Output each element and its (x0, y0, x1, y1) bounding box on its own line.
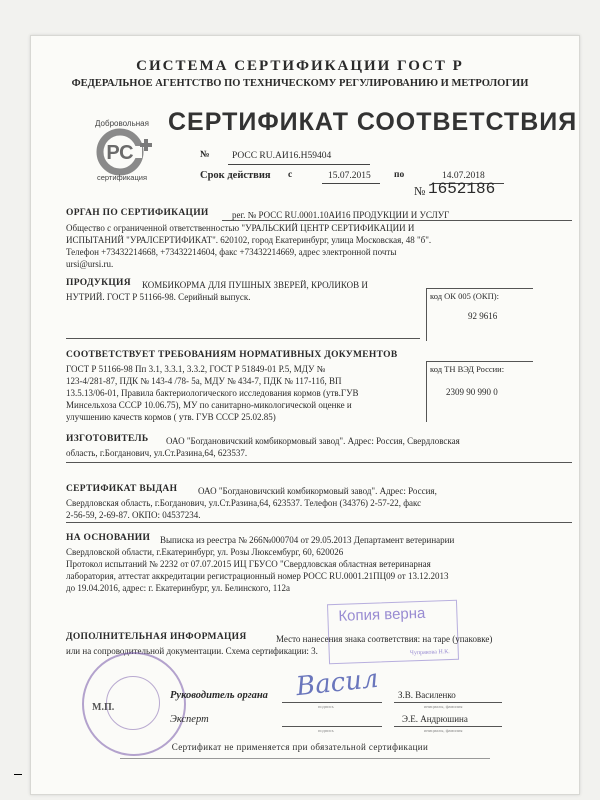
handwritten-signature: Васил (294, 663, 380, 703)
product-line-2: НУТРИЙ. ГОСТ Р 51166-98. Серийный выпуск. (66, 292, 251, 302)
conforms-line-1: ГОСТ Р 51166-98 Пп 3.1, 3.3.1, 3.3.2, ГОСТ Р 51849-01 Р.5, МДУ № (66, 364, 326, 374)
conforms-line-2: 123-4/281-87, ПДК № 143-4 /78- 5а, МДУ № 434-7, ПДК № 117-11б, ВП (66, 376, 342, 386)
validity-label: Срок действия (200, 170, 271, 181)
conforms-line-5: улучшению качеств кормов ( утв. ГУВ СССР 25.02.85) (66, 412, 276, 422)
issued-line-1: ОАО "Богдановичский комбикормовый завод". Адрес: Россия, (198, 486, 437, 496)
basis-line-1: Выписка из реестра № 266№000704 от 29.05.2013 Департамент ветеринарии (160, 535, 455, 545)
head-sign-caption: подпись (318, 704, 334, 709)
copy-verified-text: Копия верна (338, 604, 426, 625)
issued-underline (66, 522, 572, 523)
additional-line-2: или на сопроводительной документации. Схема сертификации: 3. (66, 646, 318, 656)
blank-number-label: № (414, 184, 426, 198)
federal-agency-heading: ФЕДЕРАЛЬНОЕ АГЕНТСТВО ПО ТЕХНИЧЕСКОМУ РЕГУЛИРОВАНИЮ И МЕТРОЛОГИИ (71, 78, 529, 89)
okp-code: 92 9616 (468, 311, 498, 321)
validity-to-date: 14.07.2018 (442, 171, 485, 181)
conforms-label: СООТВЕТСТВУЕТ ТРЕБОВАНИЯМ НОРМАТИВНЫХ ДОКУМЕНТОВ (66, 350, 398, 360)
number-label: № (200, 150, 210, 160)
organ-reg-line: рег. № РОСС RU.0001.10АИ16 ПРОДУКЦИИ И УСЛУГ (232, 210, 450, 220)
certification-system-heading: СИСТЕМА СЕРТИФИКАЦИИ ГОСТ Р (136, 58, 464, 74)
expert-sign-line (282, 726, 382, 727)
basis-line-3: Протокол испытаний № 2232 от 07.07.2015 ИЦ ГБУСО "Свердловская областная ветеринарная (66, 559, 431, 569)
from-underline (322, 183, 380, 184)
basis-line-4: лаборатория, аттестат аккредитации регистрационный номер РОСС RU.0001.21ПЦ09 от 13.12.2013 (66, 571, 449, 581)
tnved-code: 2309 90 990 0 (446, 387, 498, 397)
blank-number: 1652186 (428, 180, 496, 198)
issued-line-3: 2-56-59, 2-69-87. ОКПО: 04537234. (66, 510, 201, 520)
organ-label: ОРГАН ПО СЕРТИФИКАЦИИ (66, 208, 209, 218)
rs-logo-icon (86, 116, 158, 182)
conforms-line-4: Минсельхоза СССР 10.06.75), МУ по санитарно-микологической оценке и (66, 400, 352, 410)
validity-to-label: по (394, 170, 405, 180)
validity-from-label: с (288, 170, 293, 180)
expert-sign-caption: подпись (318, 728, 334, 733)
certificate-title: СЕРТИФИКАТ СООТВЕТСТВИЯ (168, 108, 578, 136)
maker-line-2: область, г.Богданович, ул.Ст.Разина,64, 623537. (66, 448, 248, 458)
okp-label: код ОК 005 (ОКП): (430, 291, 499, 301)
logo-letters: РС (106, 142, 134, 164)
maker-underline (66, 462, 572, 463)
basis-label: НА ОСНОВАНИИ (66, 533, 151, 543)
organ-line-5: ursi@ursi.ru. (66, 259, 114, 269)
head-name: З.В. Василенко (398, 690, 456, 700)
copy-verified-stamp (327, 600, 459, 665)
copy-verified-name: Чупрякова Н.К. (409, 649, 450, 657)
logo-top-text: Добровольная (95, 119, 149, 128)
organ-line-2: Общество с ограниченной ответственностью "УРАЛЬСКИЙ ЦЕНТР СЕРТИФИКАЦИИ И (66, 223, 415, 233)
maker-line-1: ОАО "Богдановичский комбикормовый завод". Адрес: Россия, Свердловская (166, 436, 460, 446)
expert-name-line (394, 726, 502, 727)
basis-line-5: до 19.04.2016, адрес: г. Екатеринбург, ул. Белинского, 112а (66, 583, 290, 593)
organ-underline (222, 220, 572, 221)
margin-mark (14, 774, 22, 775)
tnved-label: код ТН ВЭД России: (430, 364, 505, 374)
head-name-line (394, 702, 502, 703)
issued-line-2: Свердловская область, г.Богданович, ул.Ст.Разина,64, 623537. Телефон (34376) 2-57-22, факс (66, 498, 422, 508)
certificate-number: РОСС RU.АИ16.Н59404 (232, 151, 332, 161)
expert-name: Э.Е. Андрюшина (402, 714, 468, 724)
product-label: ПРОДУКЦИЯ (66, 278, 131, 288)
footer-note: Сертификат не применяется при обязательной сертификации (171, 742, 429, 752)
expert-name-caption: инициалы, фамилия (424, 728, 463, 733)
organ-line-4: Телефон +73432214668, +73432214604, факс +73432214669, адрес электронной почты (66, 247, 397, 257)
organ-line-3: ИСПЫТАНИЙ "УРАЛСЕРТИФИКАТ". 620102, город Екатеринбург, улица Московская, 48 "б". (66, 235, 432, 245)
logo-bottom-text: сертификация (96, 173, 148, 182)
additional-line-1: Место нанесения знака соответствия: на таре (упаковке) (276, 634, 493, 644)
maker-label: ИЗГОТОВИТЕЛЬ (66, 434, 149, 444)
basis-line-2: Свердловской области, г.Екатеринбург, ул. Розы Люксембург, 60, 620026 (66, 547, 344, 557)
issued-label: СЕРТИФИКАТ ВЫДАН (66, 484, 178, 494)
additional-label: ДОПОЛНИТЕЛЬНАЯ ИНФОРМАЦИЯ (66, 632, 247, 642)
number-underline (228, 164, 370, 165)
head-name-caption: инициалы, фамилия (424, 704, 463, 709)
expert-label: Эксперт (170, 714, 209, 725)
conforms-line-3: 13.5.13/06-01, Правила бактериологического исследования кормов (утв.ГУВ (66, 388, 359, 398)
footer-rule (120, 758, 490, 759)
product-line-1: КОМБИКОРМА ДЛЯ ПУШНЫХ ЗВЕРЕЙ, КРОЛИКОВ И (142, 280, 368, 290)
stamp-place-label: М.П. (92, 702, 115, 713)
product-underline (66, 338, 420, 339)
head-of-organ-label: Руководитель органа (170, 690, 268, 701)
validity-from-date: 15.07.2015 (328, 171, 371, 181)
